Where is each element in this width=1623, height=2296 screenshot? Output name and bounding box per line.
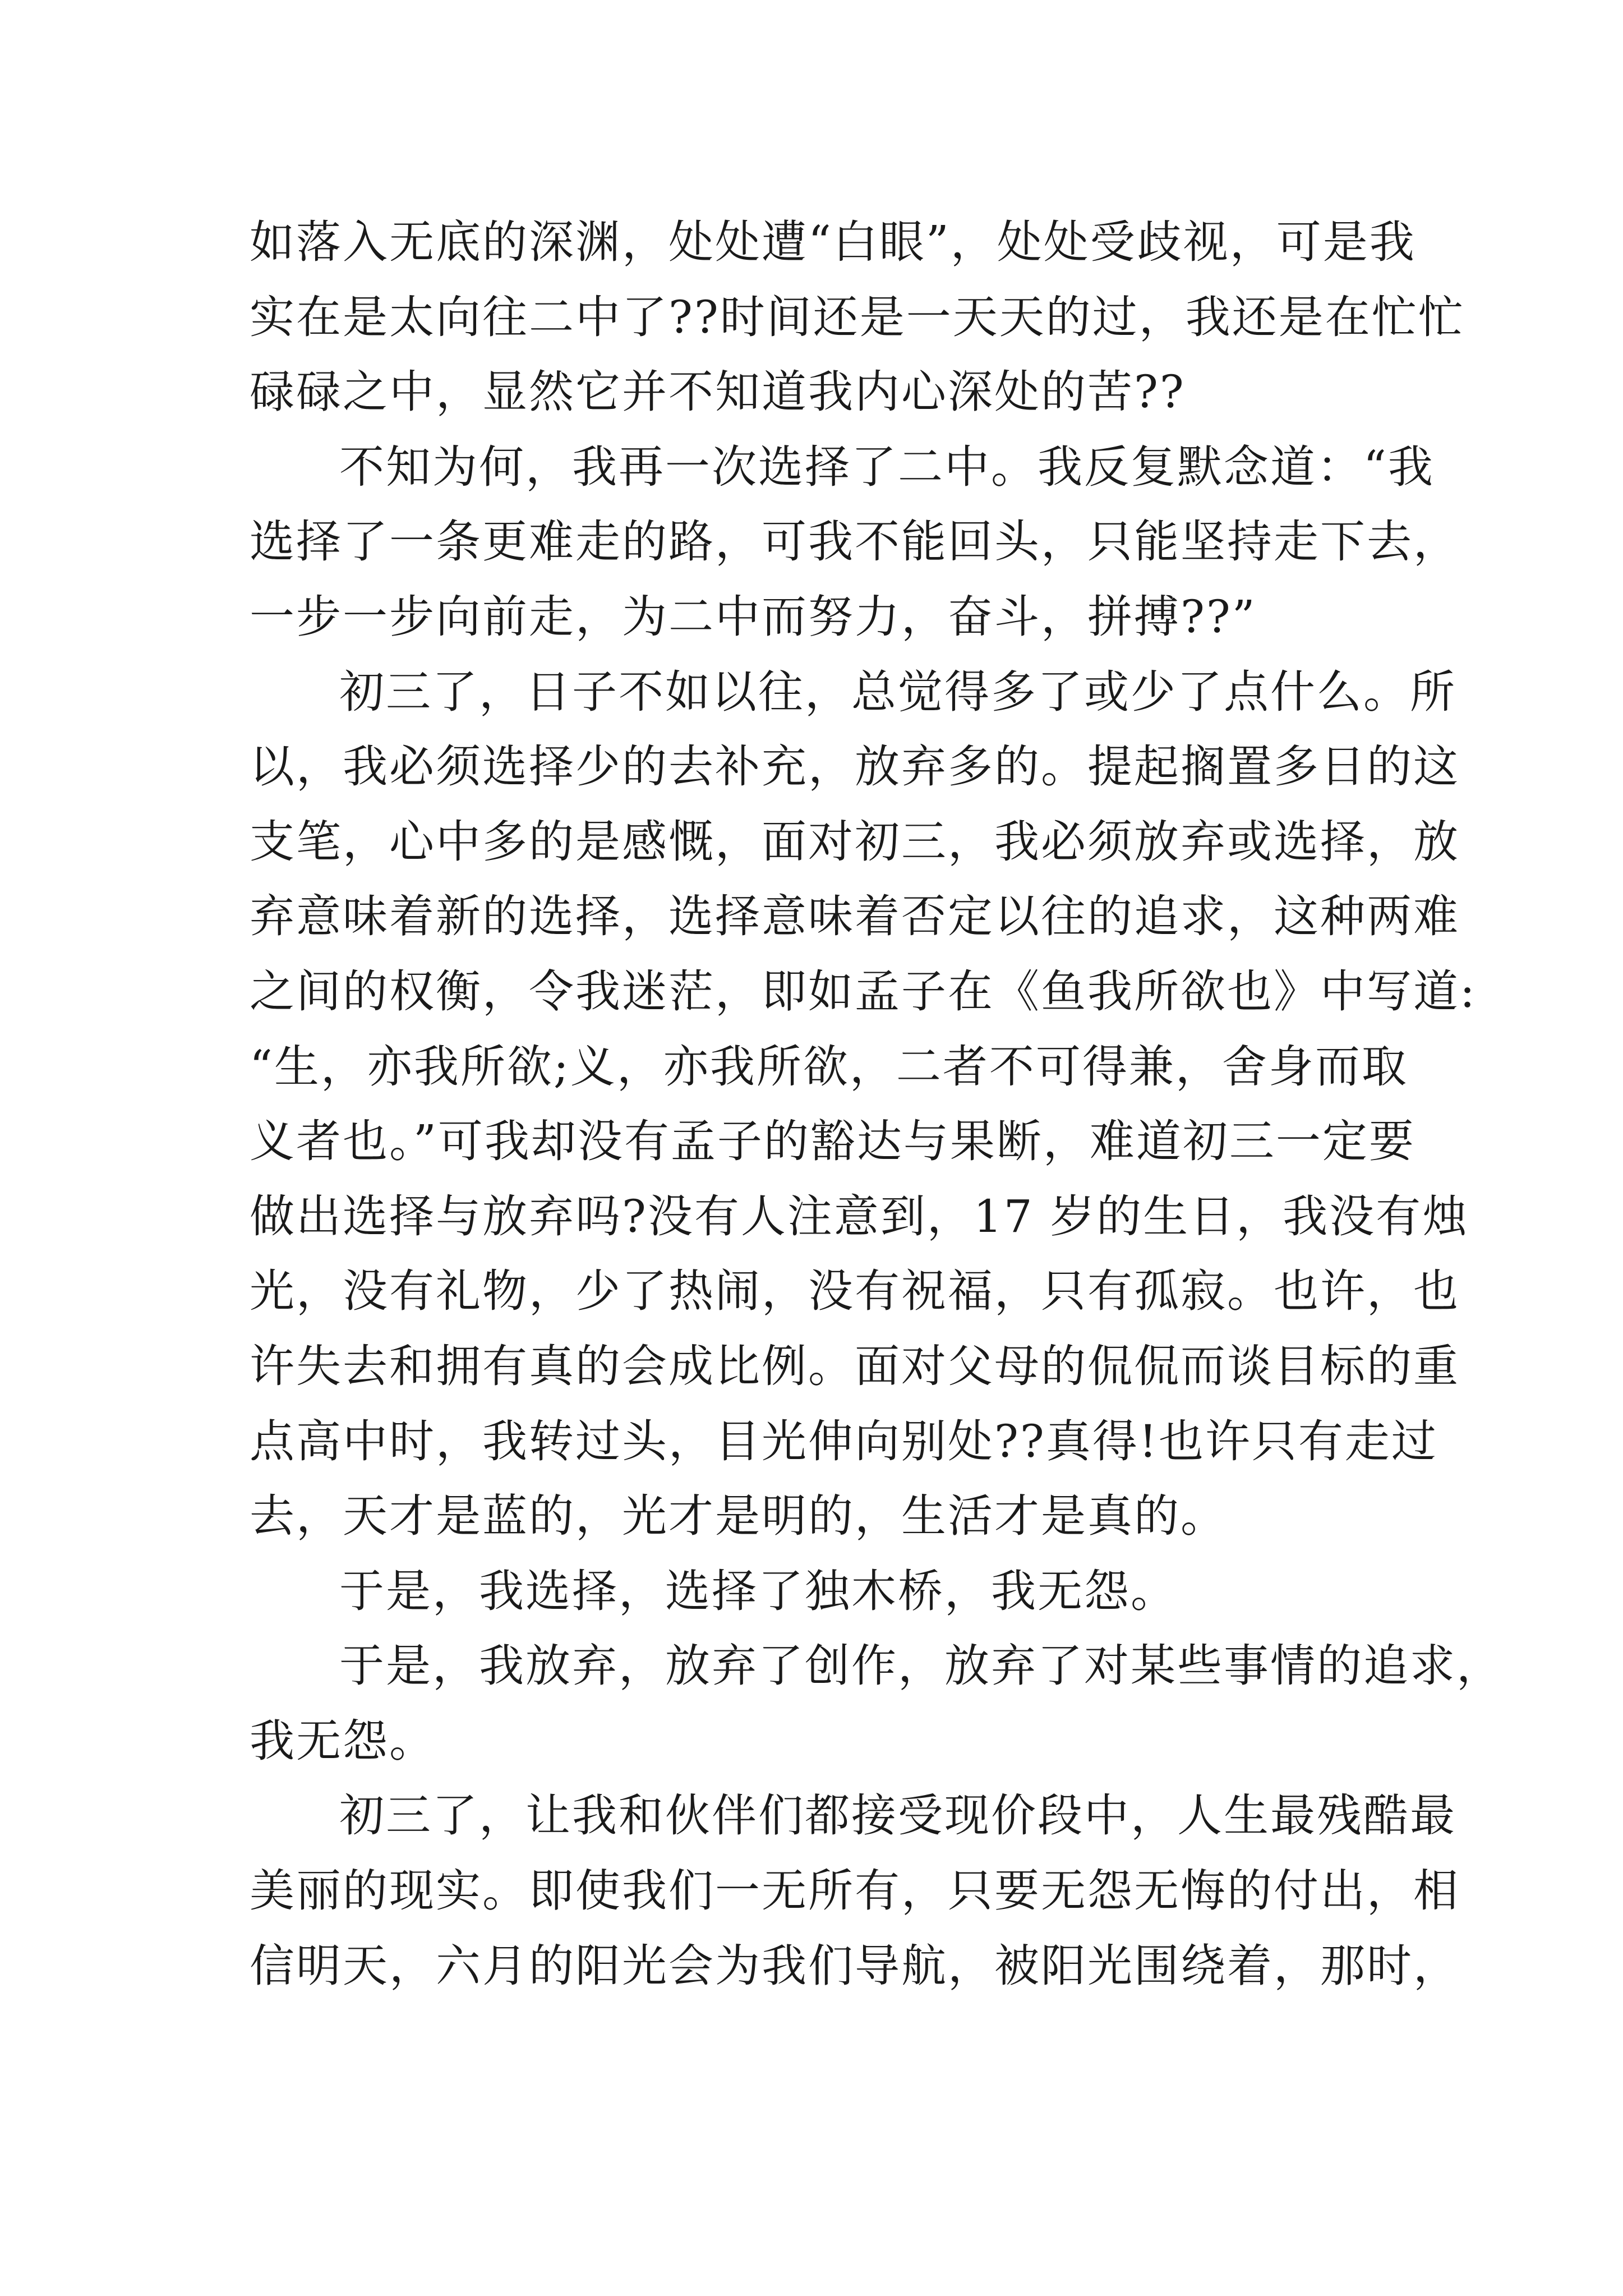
text-line: 以，我必须选择少的去补充，放弃多的。提起搁置多日的这 [250,740,1460,793]
paragraph-first-line: 不知为何，我再一次选择了二中。我反复默念道：“我 [339,440,1435,493]
paragraph-first-line: 于是，我选择，选择了独木桥，我无怨。 [339,1565,1177,1617]
text-line: “生，亦我所欲;义，亦我所欲，二者不可得兼，舍身而取 [250,1040,1408,1093]
text-line: 之间的权衡，令我迷茫，即如孟子在《鱼我所欲也》中写道: [250,965,1477,1018]
text-line: 选择了一条更难走的路，可我不能回头，只能坚持走下去， [250,516,1460,568]
document-body [250,205,1503,2003]
text-line: 光，没有礼物，少了热闹，没有祝福，只有孤寂。也许，也 [250,1265,1460,1318]
paragraph-first-line: 初三了，让我和伙伴们都接受现价段中，人生最残酷最 [339,1789,1456,1842]
text-line: 义者也。”可我却没有孟子的豁达与果断，难道初三一定要 [250,1115,1415,1168]
text-line: 实在是太向往二中了??时间还是一天天的过，我还是在忙忙 [250,291,1465,343]
text-line: 做出选择与放弃吗?没有人注意到，17 岁的生日，我没有烛 [250,1190,1469,1243]
text-line: 我无怨。 [250,1714,436,1767]
text-line: 一步一步向前走，为二中而努力，奋斗，拼搏??” [250,590,1257,643]
text-line: 支笔，心中多的是感慨，面对初三，我必须放弃或选择，放 [250,815,1460,868]
paragraph-first-line: 于是，我放弃，放弃了创作，放弃了对某些事情的追求， [339,1640,1503,1692]
text-line: 如落入无底的深渊，处处遭“白眼”，处处受歧视，可是我 [250,216,1416,268]
text-line: 去，天才是蓝的，光才是明的，生活才是真的。 [250,1490,1227,1543]
text-line: 碌碌之中，显然它并不知道我内心深处的苦?? [250,366,1186,418]
text-line: 弃意味着新的选择，选择意味着否定以往的追求，这种两难 [250,890,1460,943]
text-line: 美丽的现实。即使我们一无所有，只要无怨无悔的付出，相 [250,1865,1460,1917]
text-line: 点高中时，我转过头，目光伸向别处??真得!也许只有走过 [250,1415,1438,1467]
paragraph-first-line: 初三了，日子不如以往，总觉得多了或少了点什么。所 [339,665,1456,718]
text-line: 许失去和拥有真的会成比例。面对父母的侃侃而谈目标的重 [250,1340,1460,1392]
text-line: 信明天，六月的阳光会为我们导航，被阳光围绕着，那时， [250,1939,1460,1992]
